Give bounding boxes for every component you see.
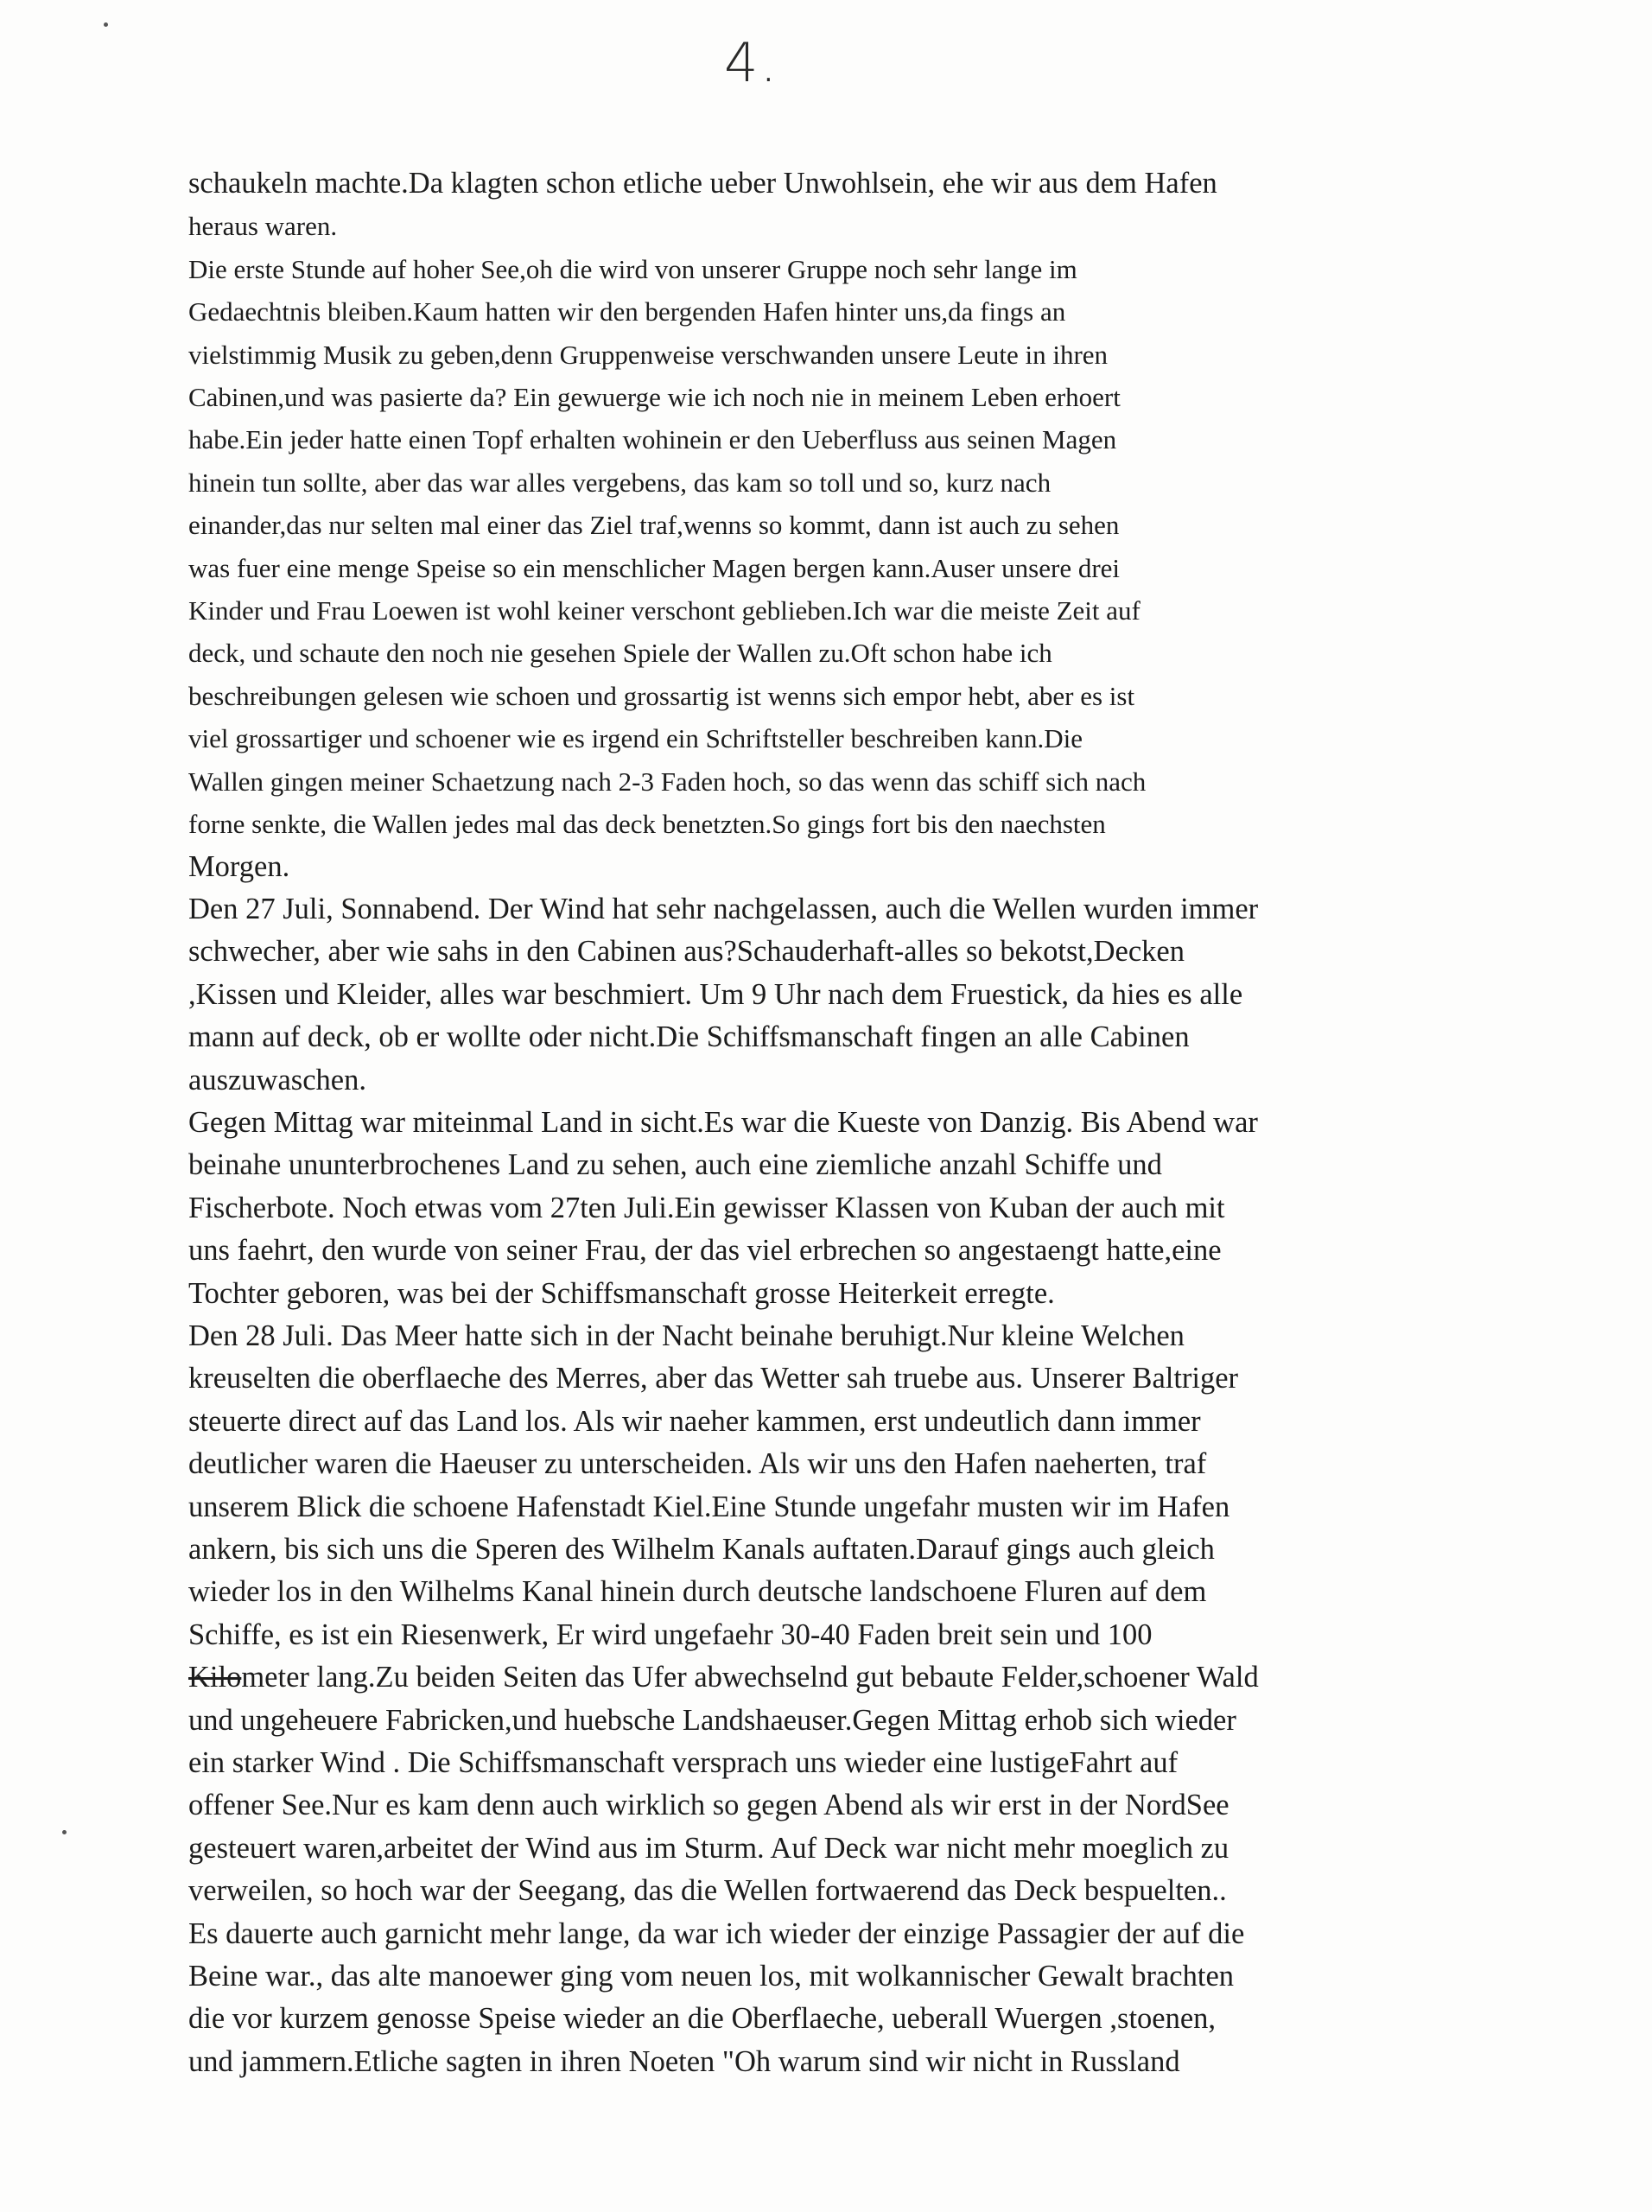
text-line: beschreibungen gelesen wie schoen und grossartig ist wenns sich empor hebt, aber es ist xyxy=(188,680,1135,711)
text-line: gesteuert waren,arbeitet der Wind aus im Sturm. Auf Deck war nicht mehr moeglich zu xyxy=(188,1831,1229,1865)
text-line: schaukeln machte.Da klagten schon etliche ueber Unwohlsein, ehe wir aus dem Hafen xyxy=(188,167,1217,200)
text-line: forne senkte, die Wallen jedes mal das deck benetzten.So gings fort bis den naechsten xyxy=(188,809,1106,840)
text-line: deck, und schaute den noch nie gesehen Spiele der Wallen zu.Oft schon habe ich xyxy=(188,638,1052,669)
text-line: habe.Ein jeder hatte einen Topf erhalten wohinein er den Ueberfluss aus seinen Magen xyxy=(188,424,1117,455)
text-line: steuerte direct auf das Land los. Als wir naeher kammen, erst undeutlich dann immer xyxy=(188,1404,1201,1438)
text-line: Kilometer lang.Zu beiden Seiten das Ufer abwechselnd gut bebaute Felder,schoener Wald xyxy=(188,1661,1259,1694)
text-line: ein starker Wind . Die Schiffsmanschaft versprach uns wieder eine lustigeFahrt auf xyxy=(188,1746,1179,1780)
text-line: uns faehrt, den wurde von seiner Frau, der das viel erbrechen so angestaengt hatte,eine xyxy=(188,1234,1222,1268)
text-line: Gegen Mittag war miteinmal Land in sicht.Es war die Kueste von Danzig. Bis Abend war xyxy=(188,1105,1258,1139)
text-line: und ungeheuere Fabricken,und huebsche Landshaeuser.Gegen Mittag erhob sich wieder xyxy=(188,1703,1236,1737)
text-line: heraus waren. xyxy=(188,211,338,242)
text-line: Gedaechtnis bleiben.Kaum hatten wir den bergenden Hafen hinter uns,da fings an xyxy=(188,296,1066,327)
text-line: Tochter geboren, was bei der Schiffsmanschaft grosse Heiterkeit erregte. xyxy=(188,1276,1055,1310)
text-line: Beine war., das alte manoewer ging vom neuen los, mit wolkannischer Gewalt brachten xyxy=(188,1960,1235,1993)
text-line: was fuer eine menge Speise so ein menschlicher Magen bergen kann.Auser unsere drei xyxy=(188,552,1121,583)
text-line: die vor kurzem genosse Speise wieder an die Oberflaeche, ueberall Wuergen ,stoenen, xyxy=(188,2002,1217,2036)
text-line: Schiffe, es ist ein Riesenwerk, Er wird ungefaehr 30-40 Faden breit sein und 100 xyxy=(188,1618,1153,1651)
text-line: offener See.Nur es kam denn auch wirklich so gegen Abend als wir erst in der NordSee xyxy=(188,1789,1229,1822)
text-line: hinein tun sollte, aber das war alles vergebens, das kam so toll und so, kurz nach xyxy=(188,467,1052,498)
text-line: Den 27 Juli, Sonnabend. Der Wind hat sehr nachgelassen, auch die Wellen wurden immer xyxy=(188,892,1259,925)
text-line: beinahe ununterbrochenes Land zu sehen, auch eine ziemliche anzahl Schiffe und xyxy=(188,1148,1162,1182)
text-line: Kinder und Frau Loewen ist wohl keiner verschont geblieben.Ich war die meiste Zeit auf xyxy=(188,595,1141,626)
scan-speck-left xyxy=(62,1830,67,1834)
struck-out-word: Kilo xyxy=(188,1661,242,1694)
page-number: 4. xyxy=(724,31,779,94)
text-line: deutlicher waren die Haeuser zu unterscheiden. Als wir uns den Hafen naeherten, traf xyxy=(188,1447,1207,1481)
text-line: ,Kissen und Kleider, alles war beschmiert. Um 9 Uhr nach dem Fruestick, da hies es alle xyxy=(188,977,1243,1011)
text-line: auszuwaschen. xyxy=(188,1063,366,1096)
text-line: Die erste Stunde auf hoher See,oh die wird von unserer Gruppe noch sehr lange im xyxy=(188,253,1077,284)
text-line: viel grossartiger und schoener wie es irgend ein Schriftsteller beschreiben kann.Die xyxy=(188,723,1083,754)
text-line: und jammern.Etliche sagten in ihren Noeten "Oh warum sind wir nicht in Russland xyxy=(188,2044,1180,2078)
text-line: Fischerbote. Noch etwas vom 27ten Juli.Ein gewisser Klassen von Kuban der auch mit xyxy=(188,1191,1225,1224)
text-line: Es dauerte auch garnicht mehr lange, da war ich wieder der einzige Passagier der auf die xyxy=(188,1916,1245,1950)
text-line: Wallen gingen meiner Schaetzung nach 2-3 Faden hoch, so das wenn das schiff sich nach xyxy=(188,766,1147,797)
text-line: einander,das nur selten mal einer das Ziel traf,wenns so kommt, dann ist auch zu sehen xyxy=(188,510,1120,541)
text-line: Morgen. xyxy=(188,849,290,883)
text-line: verweilen, so hoch war der Seegang, das die Wellen fortwaerend das Deck bespuelten.. xyxy=(188,1874,1227,1908)
text-line: Den 28 Juli. Das Meer hatte sich in der Nacht beinahe beruhigt.Nur kleine Welchen xyxy=(188,1319,1185,1352)
text-line: mann auf deck, ob er wollte oder nicht.Die Schiffsmanschaft fingen an alle Cabinen xyxy=(188,1020,1190,1054)
text-line: schwecher, aber wie sahs in den Cabinen aus?Schauderhaft-alles so bekotst,Decken xyxy=(188,935,1185,969)
text-line: kreuselten die oberflaeche des Merres, aber das Wetter sah truebe aus. Unserer Baltriger xyxy=(188,1362,1239,1395)
text-line: ankern, bis sich uns die Speren des Wilhelm Kanals auftaten.Darauf gings auch gleich xyxy=(188,1533,1215,1566)
scan-speck-top xyxy=(104,22,108,27)
text-line: vielstimmig Musik zu geben,denn Gruppenweise verschwanden unsere Leute in ihren xyxy=(188,339,1109,370)
text-line: unserem Blick die schoene Hafenstadt Kiel.Eine Stunde ungefahr musten wir im Hafen xyxy=(188,1490,1230,1523)
text-line: wieder los in den Wilhelms Kanal hinein durch deutsche landschoene Fluren auf dem xyxy=(188,1575,1207,1609)
text-line: Cabinen,und was pasierte da? Ein gewuerge wie ich noch nie in meinem Leben erhoert xyxy=(188,382,1121,413)
diary-text xyxy=(188,162,1502,2083)
